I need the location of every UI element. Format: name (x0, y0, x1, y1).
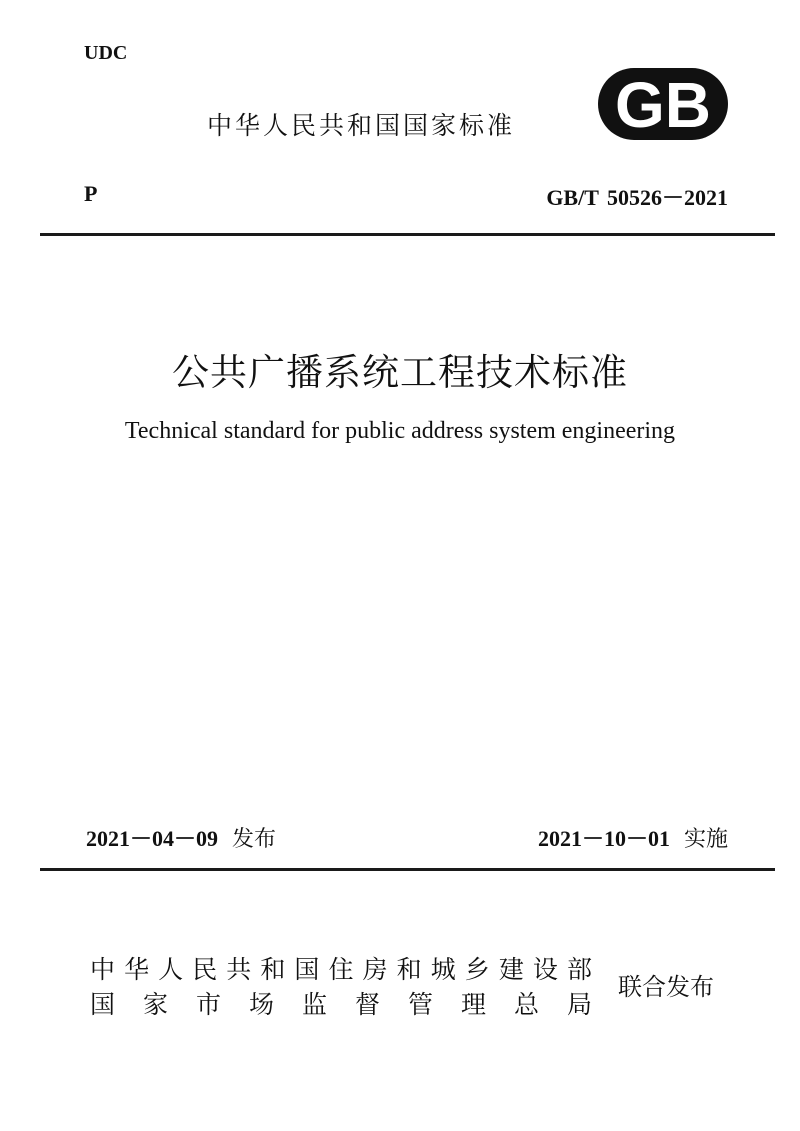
effective-date-value: 2021－10－01 (537, 826, 670, 851)
gb-logo-text: GB (615, 69, 711, 140)
effective-date (538, 822, 728, 853)
bottom-divider (40, 868, 775, 871)
classification-code: P (84, 181, 98, 206)
standard-number: GB/T 50526－2021 (546, 185, 728, 210)
issuer-administration: 国家市场监督管理总局 (90, 990, 592, 1019)
udc-label: UDC (84, 42, 128, 64)
issue-date-value: 2021－04－09 (86, 826, 219, 851)
issue-date (86, 822, 276, 853)
title-english: Technical standard for public address system engineering (124, 418, 676, 444)
national-standard-heading: 中华人民共和国国家标准 (207, 111, 516, 140)
issuer-ministry: 中华人民共和国住房和城乡建设部 (90, 955, 592, 984)
effective-date-label: 实施 (683, 827, 728, 852)
joint-issue-label: 联合发布 (618, 973, 714, 1001)
gb-logo (598, 68, 728, 140)
issue-date-label: 发布 (232, 827, 277, 852)
top-divider (40, 233, 775, 236)
title-chinese: 公共广播系统工程技术标准 (172, 353, 628, 394)
